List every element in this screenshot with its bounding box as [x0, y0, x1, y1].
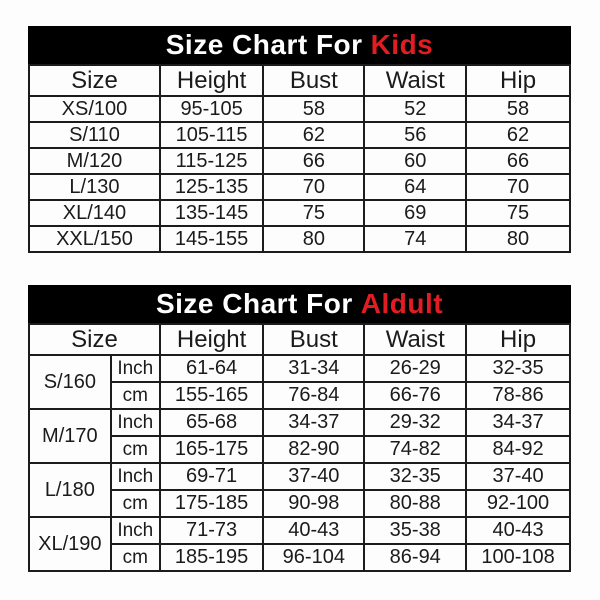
- unit-cell: Inch: [111, 355, 160, 382]
- hip-cell: 75: [466, 200, 570, 226]
- hip-cell: 92-100: [466, 490, 570, 517]
- waist-cell: 80-88: [364, 490, 466, 517]
- adult-header-row: [29, 324, 570, 355]
- table-row: [29, 226, 570, 252]
- size-cell: M/120: [29, 148, 160, 174]
- hip-cell: 62: [466, 122, 570, 148]
- waist-cell: 56: [364, 122, 466, 148]
- height-cell: 69-71: [160, 463, 263, 490]
- table-row: [29, 409, 570, 436]
- waist-cell: 74: [364, 226, 466, 252]
- kids-title-text: Size Chart For: [165, 29, 363, 60]
- kids-table: [28, 64, 571, 253]
- hip-cell: 80: [466, 226, 570, 252]
- size-cell: M/170: [29, 409, 111, 463]
- height-cell: 185-195: [160, 544, 263, 571]
- unit-cell: cm: [111, 490, 160, 517]
- waist-cell: 66-76: [364, 382, 466, 409]
- adult-size-chart: [28, 285, 571, 572]
- unit-cell: cm: [111, 436, 160, 463]
- height-cell: 155-165: [160, 382, 263, 409]
- adult-table: [28, 323, 571, 572]
- hip-cell: 100-108: [466, 544, 570, 571]
- size-cell: S/110: [29, 122, 160, 148]
- waist-cell: 52: [364, 96, 466, 122]
- bust-cell: 40-43: [263, 517, 364, 544]
- bust-cell: 58: [263, 96, 364, 122]
- unit-cell: Inch: [111, 517, 160, 544]
- table-row: [29, 544, 570, 571]
- waist-cell: 26-29: [364, 355, 466, 382]
- bust-cell: 37-40: [263, 463, 364, 490]
- unit-cell: cm: [111, 544, 160, 571]
- kids-title-highlight: Kids: [370, 29, 434, 60]
- bust-cell: 76-84: [263, 382, 364, 409]
- kids-chart-title-bar: [28, 26, 571, 64]
- kids-size-chart: [28, 26, 571, 253]
- height-cell: 175-185: [160, 490, 263, 517]
- table-row: [29, 200, 570, 226]
- header-height: Height: [160, 324, 263, 355]
- waist-cell: 64: [364, 174, 466, 200]
- height-cell: 105-115: [160, 122, 263, 148]
- unit-cell: Inch: [111, 409, 160, 436]
- height-cell: 95-105: [160, 96, 263, 122]
- bust-cell: 70: [263, 174, 364, 200]
- header-size: Size: [29, 65, 160, 96]
- size-cell: XXL/150: [29, 226, 160, 252]
- waist-cell: 69: [364, 200, 466, 226]
- size-cell: XS/100: [29, 96, 160, 122]
- header-hip: Hip: [466, 65, 570, 96]
- bust-cell: 31-34: [263, 355, 364, 382]
- table-row: [29, 122, 570, 148]
- waist-cell: 60: [364, 148, 466, 174]
- table-row: [29, 517, 570, 544]
- hip-cell: 66: [466, 148, 570, 174]
- bust-cell: 66: [263, 148, 364, 174]
- table-row: [29, 382, 570, 409]
- bust-cell: 90-98: [263, 490, 364, 517]
- table-row: [29, 96, 570, 122]
- header-size: Size: [29, 324, 160, 355]
- height-cell: 115-125: [160, 148, 263, 174]
- height-cell: 65-68: [160, 409, 263, 436]
- height-cell: 135-145: [160, 200, 263, 226]
- height-cell: 145-155: [160, 226, 263, 252]
- kids-header-row: [29, 65, 570, 96]
- header-hip: Hip: [466, 324, 570, 355]
- waist-cell: 35-38: [364, 517, 466, 544]
- header-waist: Waist: [364, 65, 466, 96]
- adult-title-text: Size Chart For: [155, 288, 353, 319]
- header-height: Height: [160, 65, 263, 96]
- hip-cell: 70: [466, 174, 570, 200]
- header-bust: Bust: [263, 324, 364, 355]
- unit-cell: cm: [111, 382, 160, 409]
- table-row: [29, 355, 570, 382]
- hip-cell: 40-43: [466, 517, 570, 544]
- bust-cell: 75: [263, 200, 364, 226]
- hip-cell: 34-37: [466, 409, 570, 436]
- table-row: [29, 463, 570, 490]
- hip-cell: 78-86: [466, 382, 570, 409]
- header-waist: Waist: [364, 324, 466, 355]
- height-cell: 125-135: [160, 174, 263, 200]
- unit-cell: Inch: [111, 463, 160, 490]
- height-cell: 61-64: [160, 355, 263, 382]
- table-row: [29, 148, 570, 174]
- adult-title-highlight: Aldult: [360, 288, 444, 319]
- waist-cell: 86-94: [364, 544, 466, 571]
- bust-cell: 34-37: [263, 409, 364, 436]
- hip-cell: 58: [466, 96, 570, 122]
- hip-cell: 37-40: [466, 463, 570, 490]
- size-cell: XL/140: [29, 200, 160, 226]
- waist-cell: 32-35: [364, 463, 466, 490]
- hip-cell: 84-92: [466, 436, 570, 463]
- height-cell: 165-175: [160, 436, 263, 463]
- size-cell: L/180: [29, 463, 111, 517]
- adult-chart-title-bar: [28, 285, 571, 323]
- size-cell: L/130: [29, 174, 160, 200]
- waist-cell: 74-82: [364, 436, 466, 463]
- waist-cell: 29-32: [364, 409, 466, 436]
- header-bust: Bust: [263, 65, 364, 96]
- bust-cell: 82-90: [263, 436, 364, 463]
- size-cell: XL/190: [29, 517, 111, 571]
- table-row: [29, 436, 570, 463]
- bust-cell: 80: [263, 226, 364, 252]
- bust-cell: 96-104: [263, 544, 364, 571]
- bust-cell: 62: [263, 122, 364, 148]
- table-row: [29, 174, 570, 200]
- height-cell: 71-73: [160, 517, 263, 544]
- table-row: [29, 490, 570, 517]
- size-cell: S/160: [29, 355, 111, 409]
- hip-cell: 32-35: [466, 355, 570, 382]
